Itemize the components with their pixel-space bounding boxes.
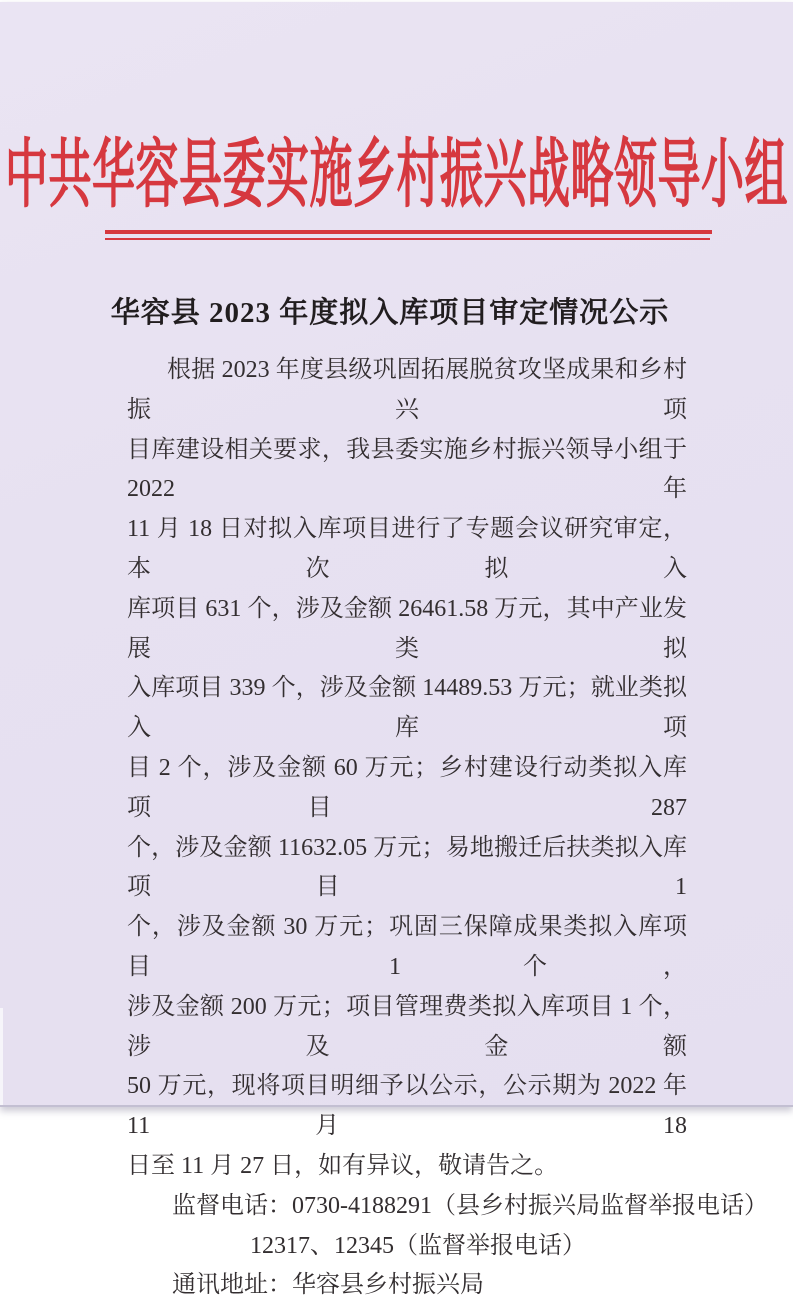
supervision-phone-line: 监督电话：0730-4188291（县乡村振兴局监督举报电话） <box>172 1192 768 1219</box>
letterhead-rule-thick <box>105 230 712 234</box>
body-line: 日至 11 月 27 日，如有异议，敬请告之。 <box>127 1152 559 1179</box>
body-line: 50 万元，现将项目明细予以公示，公示期为 2022 年 11 月 18 <box>127 1073 687 1140</box>
hotline-line: 12317、12345（监督举报电话） <box>250 1232 586 1259</box>
body-line: 根据 2023 年度县级巩固拓展脱贫攻坚成果和乡村振兴项 <box>127 357 687 423</box>
body-line: 个，涉及金额 11632.05 万元；易地搬迁后扶类拟入库项目 1 <box>127 834 687 901</box>
body-line: 目库建设相关要求，我县委实施乡村振兴领导小组于 2022 年 <box>127 436 687 503</box>
body-line: 入库项目 339 个，涉及金额 14489.53 万元；就业类拟入库项 <box>127 675 687 742</box>
body-paragraph <box>127 351 768 1306</box>
scan-edge-artifact <box>0 1008 3 1105</box>
address-line: 通讯地址：华容县乡村振兴局 <box>172 1272 484 1299</box>
body-line: 目 2 个，涉及金额 60 万元；乡村建设行动类拟入库项目 287 <box>127 754 687 821</box>
body-line: 个，涉及金额 30 万元；巩固三保障成果类拟入库项目 1 个， <box>127 914 687 980</box>
body-line: 11 月 18 日对拟入库项目进行了专题会议研究审定，本次拟入 <box>127 516 687 582</box>
document-title: 华容县 2023 年度拟入库项目审定情况公示 <box>110 297 670 329</box>
body-line: 库项目 631 个，涉及金额 26461.58 万元，其中产业发展类拟 <box>127 595 687 662</box>
letterhead-title: 中共华容县委实施乡村振兴战略领导小组 <box>5 135 788 218</box>
body-line: 涉及金额 200 万元；项目管理费类拟入库项目 1 个，涉及金额 <box>127 993 687 1060</box>
letterhead-rule-thin <box>105 238 710 240</box>
